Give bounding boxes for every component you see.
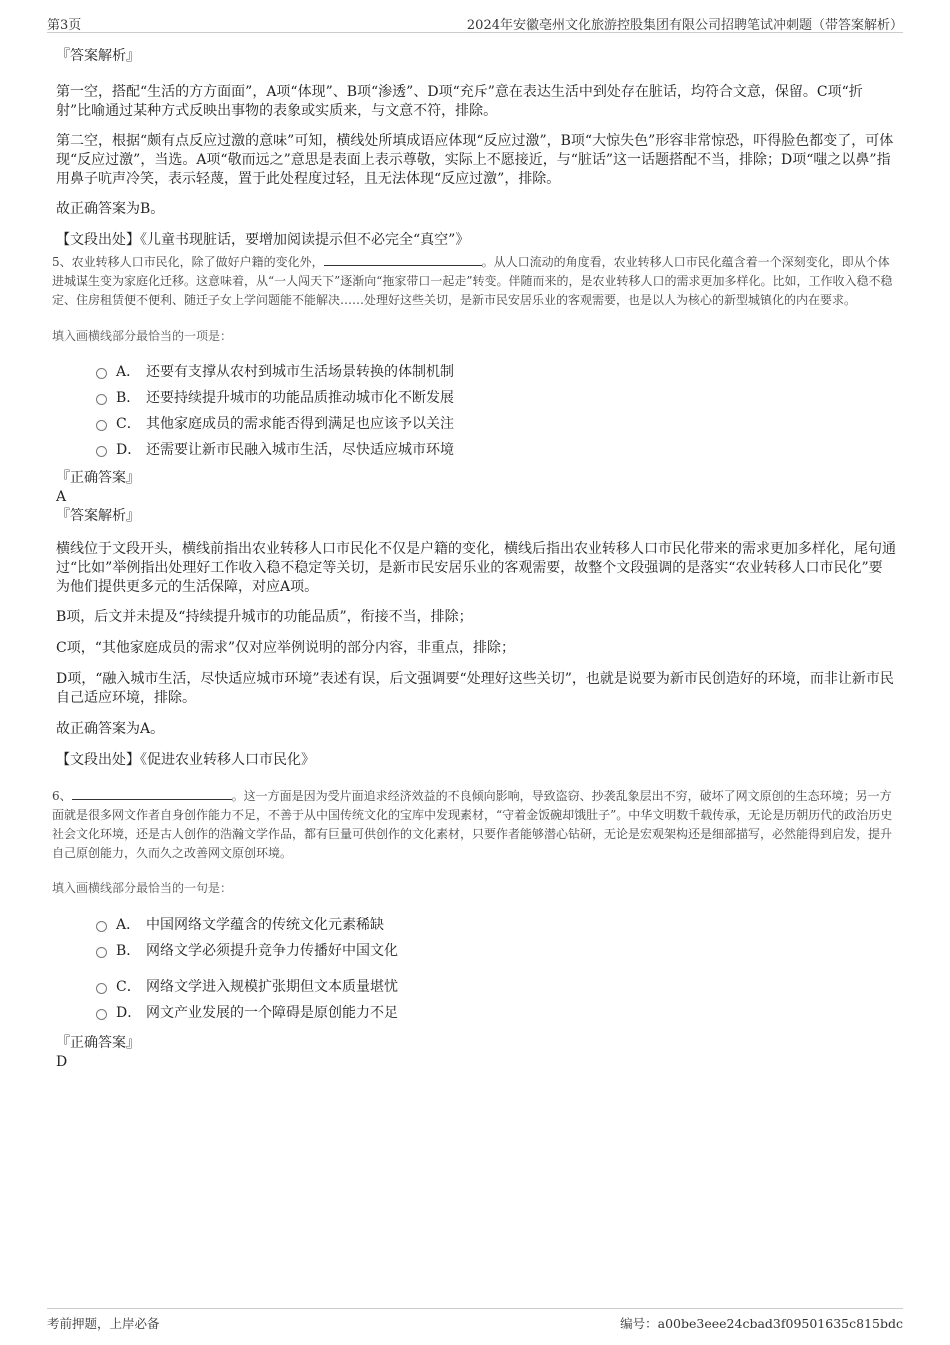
analysis-heading: 『答案解析』: [56, 508, 140, 524]
correct-answer-heading: 『正确答案』: [56, 1035, 140, 1051]
radio-button[interactable]: [96, 446, 107, 457]
answer-blank: [72, 787, 232, 800]
question-5-options: [96, 358, 896, 462]
analysis-paragraph: D项，“融入城市生活，尽快适应城市环境”表述有误，后文强调要“处理好这些关切”，也就是说要为新市民创造好的环境，而非让新市民自己适应环境，排除。: [56, 671, 894, 706]
page-number: 第3页: [47, 18, 82, 33]
footer-slogan: 考前押题，上岸必备: [47, 1316, 160, 1331]
correct-answer-heading: 『正确答案』: [56, 470, 140, 486]
question-6-stem: 6、 。这一方面是因为受片面追求经济效益的不良倾向影响，导致盗窃、抄袭乱象层出不穷，破坏了网文原创的生态环境；另一方面就是很多网文作者自身创作能力不足，不善于从中国传统文化的宝库中发现素材，“守着金饭碗却饿肚子”。中华文明数千载传承，无论是历朝历代的政治历史社会文化环境，还是古人创作的浩瀚文学作品，都有巨量可供创作的文化素材，只要作者能够潜心钻研，无论是宏观架构还是细部描写，必然能得到启发，提升自己原创能力，久而久之改善网文原创环境。: [52, 789, 893, 860]
document-title: 2024年安徽亳州文化旅游控股集团有限公司招聘笔试冲刺题（带答案解析）: [466, 18, 903, 33]
question-prompt: 填入画横线部分最恰当的一句是：: [52, 881, 233, 895]
option-a[interactable]: A． 还要有支撑从农村到城市生活场景转换的体制机制: [96, 358, 896, 384]
conclusion-text: 故正确答案为A。: [56, 721, 165, 737]
question-6-options: [96, 911, 896, 1025]
correct-answer: D: [56, 1054, 68, 1070]
option-a[interactable]: A． 中国网络文学蕴含的传统文化元素稀缺: [96, 911, 896, 937]
question-5-stem: 5、农业转移人口市民化，除了做好户籍的变化外， 。从人口流动的角度看，农业转移人口市民化蕴含着一个深刻变化，即从个体进城谋生变为家庭化迁移。这意味着，从“一人闯天下”逐渐向“拖家带口一起走”转变。伴随而来的，是农业转移人口的需求更加多样化。比如，工作收入稳不稳定、住房租赁便不便利、随迁子女上学问题能不能解决……处理好这些关切，是新市民安居乐业的客观需要，也是以人为核心的新型城镇化的内在要求。: [52, 255, 893, 307]
radio-button[interactable]: [96, 420, 107, 431]
option-c[interactable]: C． 其他家庭成员的需求能否得到满足也应该予以关注: [96, 410, 896, 436]
analysis-paragraph: 第一空，搭配“生活的方方面面”，A项“体现”、B项“渗透”、D项“充斥”意在表达生活中到处存在脏话，均符合文意，保留。C项“折射”比喻通过某种方式反映出事物的表象或实质来，与文意不符，排除。: [56, 84, 863, 119]
document-body: [52, 40, 896, 1071]
radio-button[interactable]: [96, 921, 107, 932]
page-footer: [47, 1308, 903, 1333]
page-header: [47, 12, 903, 33]
source-citation: 【文段出处】《儿童书现脏话，要增加阅读提示但不必完全“真空”》: [56, 232, 470, 248]
analysis-heading: 『答案解析』: [56, 48, 140, 64]
document-id: 编号：a00be3eee24cbad3f09501635c815bdc: [620, 1316, 903, 1331]
radio-button[interactable]: [96, 394, 107, 405]
radio-button[interactable]: [96, 983, 107, 994]
option-d[interactable]: D． 还需要让新市民融入城市生活，尽快适应城市环境: [96, 436, 896, 462]
option-c[interactable]: C． 网络文学进入规模扩张期但文本质量堪忧: [96, 973, 896, 999]
answer-blank: [324, 253, 482, 266]
radio-button[interactable]: [96, 368, 107, 379]
analysis-paragraph: 横线位于文段开头，横线前指出农业转移人口市民化不仅是户籍的变化，横线后指出农业转移人口市民化带来的需求更加多样化，尾句通过“比如”举例指出处理好工作收入稳不稳定等关切，是新市民安居乐业的客观需要，故整个文段强调的是落实“农业转移人口市民化”要为他们提供更多元的生活保障，对应A项。: [56, 541, 896, 595]
radio-button[interactable]: [96, 947, 107, 958]
correct-answer: A: [56, 489, 67, 505]
source-citation: 【文段出处】《促进农业转移人口市民化》: [56, 752, 315, 768]
option-b[interactable]: B． 还要持续提升城市的功能品质推动城市化不断发展: [96, 384, 896, 410]
option-b[interactable]: B． 网络文学必须提升竞争力传播好中国文化: [96, 937, 896, 963]
option-d[interactable]: D． 网文产业发展的一个障碍是原创能力不足: [96, 999, 896, 1025]
analysis-paragraph: 第二空，根据“颇有点反应过激的意味”可知，横线处所填成语应体现“反应过激”，B项“大惊失色”形容非常惊恐，吓得脸色都变了，可体现“反应过激”，当选。A项“敬而远之”意思是表面上表示尊敬，实际上不愿接近，与“脏话”这一话题搭配不当，排除；D项“嗤之以鼻”指用鼻子吭声冷笑，表示轻蔑，置于此处程度过轻，且无法体现“反应过激”，排除。: [56, 133, 894, 187]
question-prompt: 填入画横线部分最恰当的一项是：: [52, 329, 233, 343]
radio-button[interactable]: [96, 1009, 107, 1020]
conclusion-text: 故正确答案为B。: [56, 201, 165, 217]
analysis-paragraph: B项，后文并未提及“持续提升城市的功能品质”，衔接不当，排除；: [56, 609, 473, 625]
analysis-paragraph: C项，“其他家庭成员的需求”仅对应举例说明的部分内容，非重点，排除；: [56, 640, 516, 656]
